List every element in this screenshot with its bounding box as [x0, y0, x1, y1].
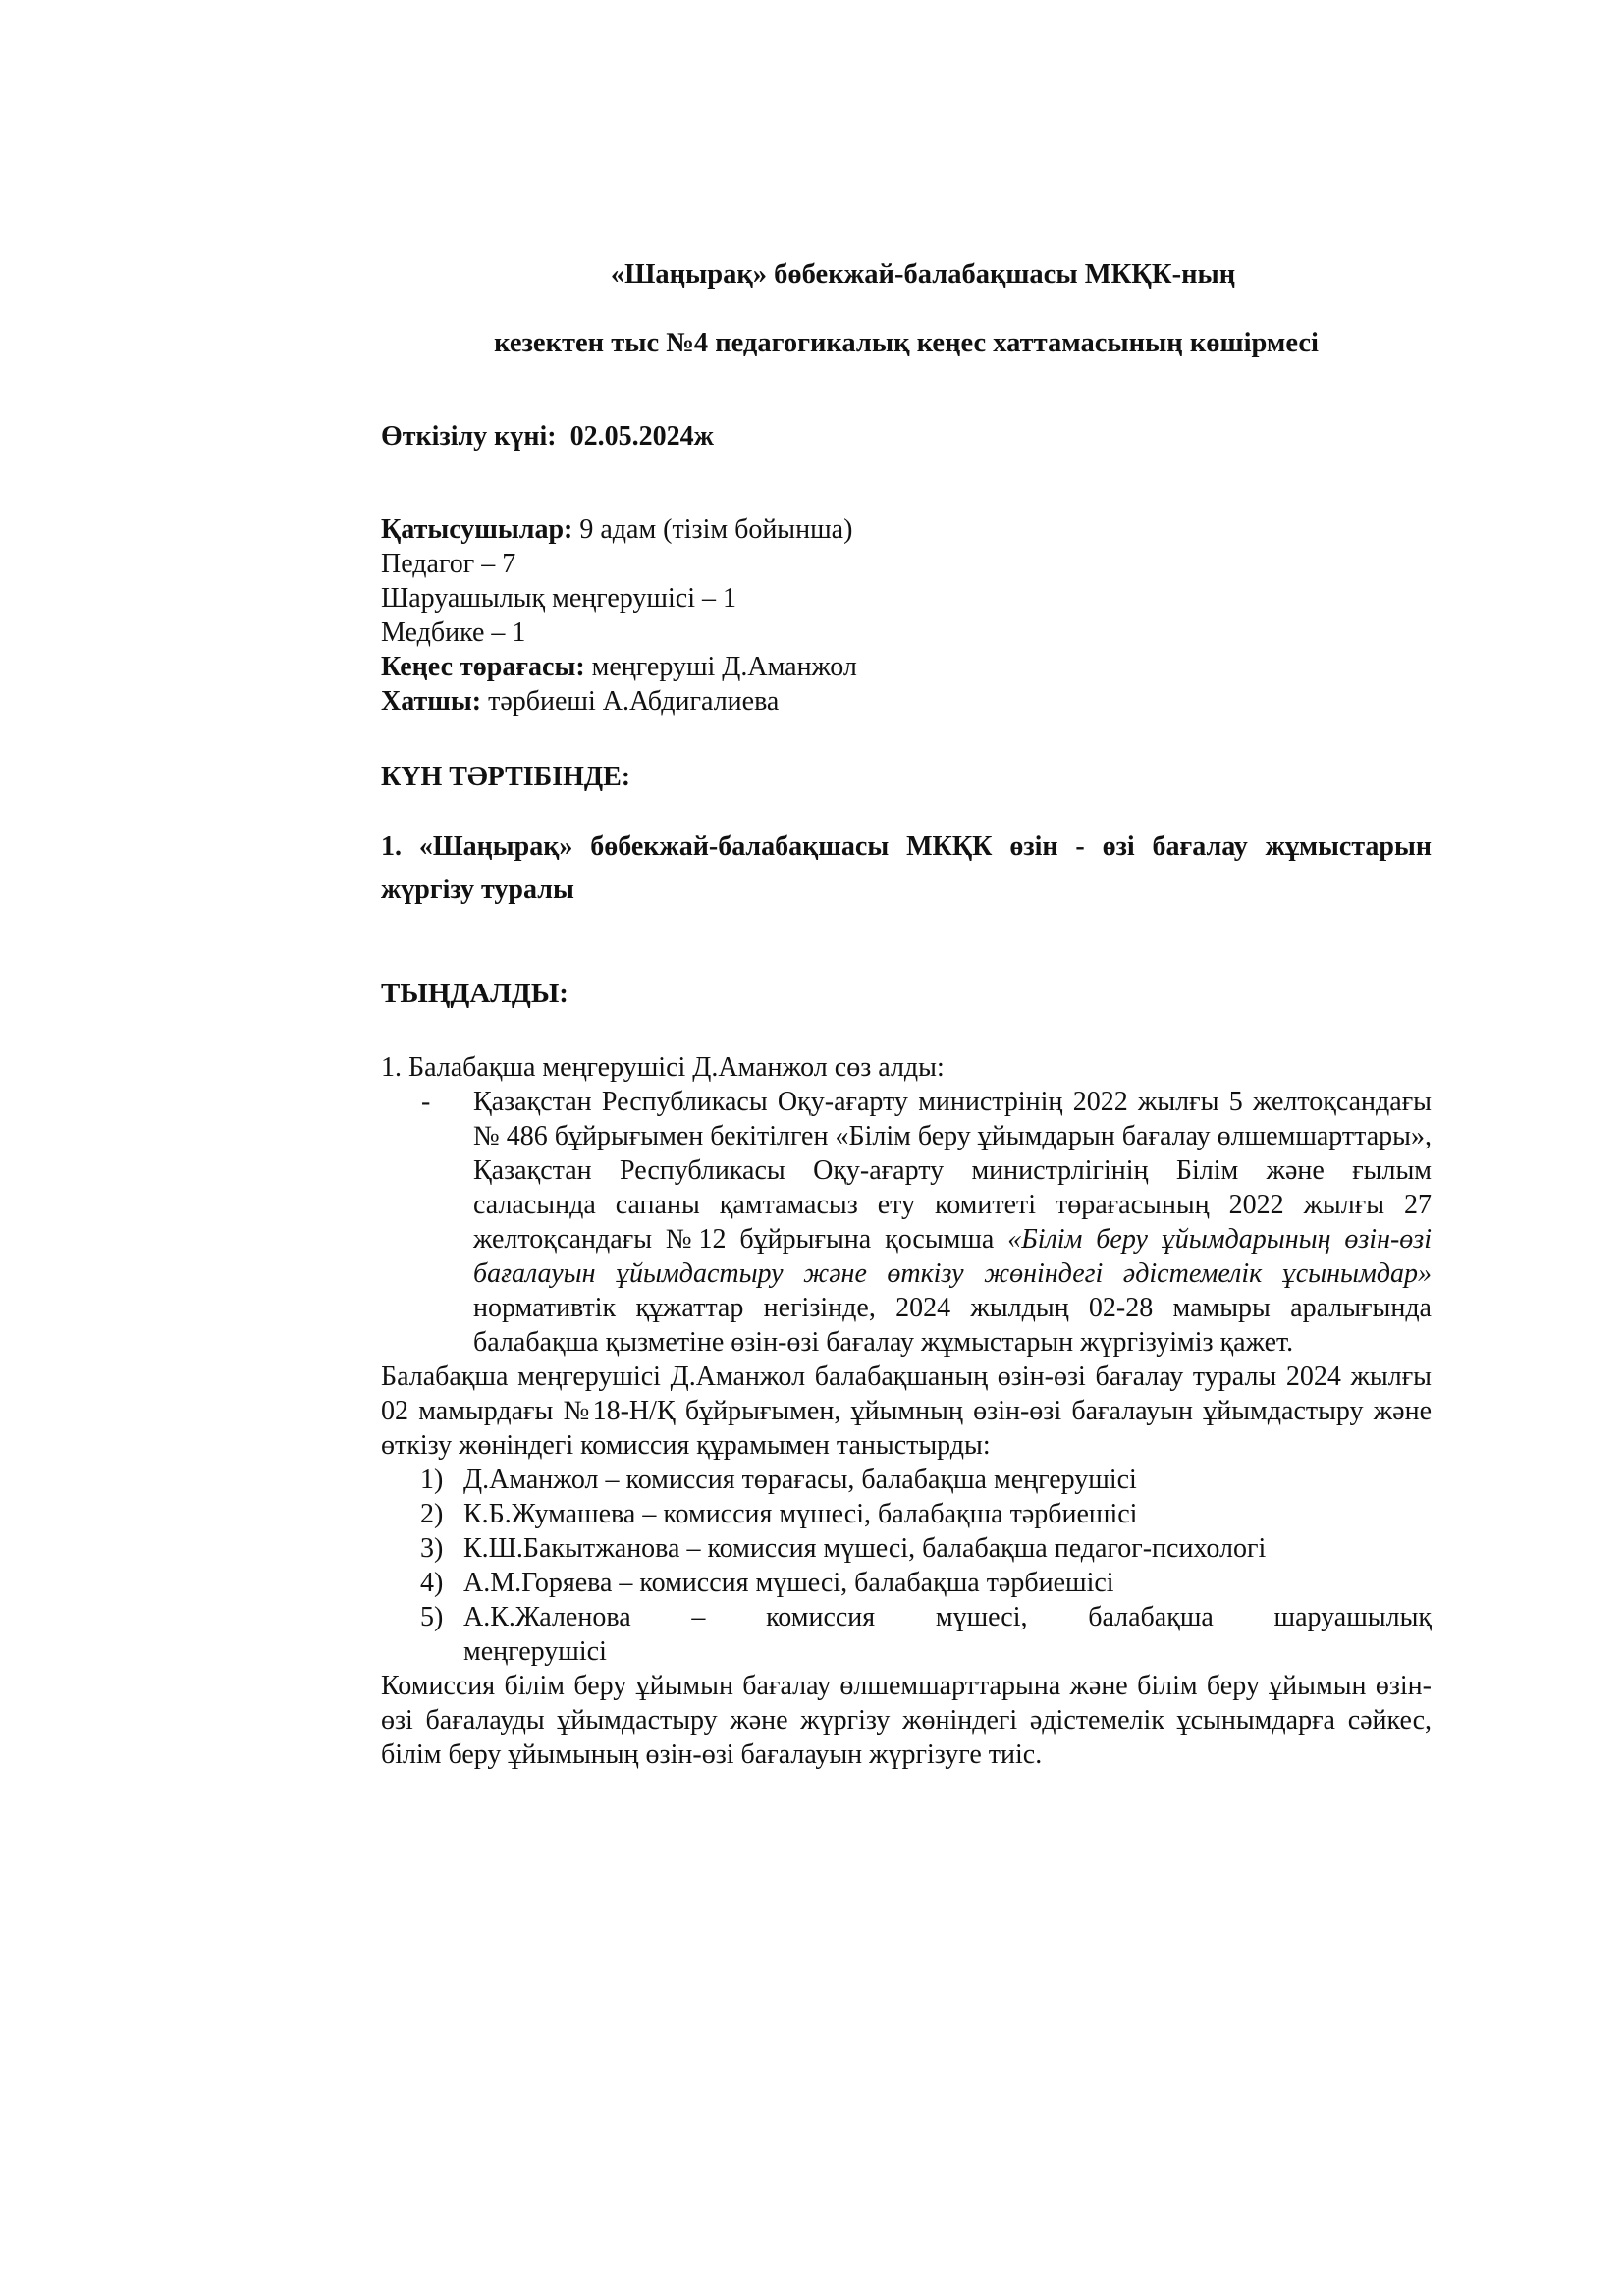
list-item-text: Д.Аманжол – комиссия төрағасы, балабақша меңгерушісі: [463, 1465, 1137, 1495]
list-item-continuation: меңгерушісі: [463, 1636, 607, 1667]
document-title-line1: «Шаңырақ» бөбекжай-балабақшасы МКҚК-ның: [610, 259, 1236, 290]
list-item-number: 4): [420, 1568, 444, 1598]
list-item: [381, 1463, 1432, 1497]
participants-teachers: Педагог – 7: [381, 549, 516, 579]
meeting-date-value: 02.05.2024ж: [569, 421, 714, 452]
list-item-number: 2): [420, 1499, 444, 1529]
speech-bullet-text: [473, 1085, 1432, 1360]
council-secretary-value: тәрбиеші А.Абдигалиева: [488, 686, 780, 717]
list-item-text: А.М.Горяева – комиссия мүшесі, балабақша тәрбиешісі: [463, 1568, 1114, 1598]
speech-text-part-b: нормативтік құжаттар негізінде, 2024 жылдың 02-28 мамыры аралығында балабақша қызметіне өзін-өзі бағалау жұмыстарын жүргізуіміз қажет.: [473, 1293, 1432, 1358]
council-chair-value: меңгеруші Д.Аманжол: [591, 652, 857, 682]
list-item: [381, 1566, 1432, 1600]
list-item-text: К.Ш.Бакытжанова – комиссия мүшесі, балабақша педагог-психологі: [463, 1533, 1267, 1564]
list-item: [381, 1497, 1432, 1531]
list-item: [381, 1600, 1432, 1634]
meeting-date-label: Өткізілу күні:: [381, 421, 557, 452]
speech-bullet: [381, 1085, 1432, 1360]
council-secretary-label: Хатшы:: [381, 686, 482, 717]
agenda-item-1: 1. «Шаңырақ» бөбекжай-балабақшасы МКҚК өзін - өзі бағалау жұмыстарын жүргізу туралы: [381, 831, 1432, 905]
speaker-line: 1. Балабақша меңгерушісі Д.Аманжол сөз алды:: [381, 1052, 945, 1083]
list-item-number: 1): [420, 1465, 444, 1495]
list-item-number: 3): [420, 1533, 444, 1564]
council-secretary: [381, 684, 1432, 719]
council-chair-label: Кеңес төрағасы:: [381, 652, 585, 682]
participants-label: Қатысушылар:: [381, 514, 573, 545]
list-item-text: К.Б.Жумашева – комиссия мүшесі, балабақша тәрбиешісі: [463, 1499, 1138, 1529]
participants-nurse: Медбике – 1: [381, 617, 526, 648]
document-page: [381, 257, 1432, 1772]
commission-intro-paragraph: Балабақша меңгерушісі Д.Аманжол балабақшаның өзін-өзі бағалау туралы 2024 жылғы 02 мамырдағы №18-Н/Қ бұйрығымен, ұйымның өзін-өзі бағалауын ұйымдастыру және өткізу жөніндегі комиссия құрамымен таныстырды:: [381, 1362, 1432, 1461]
bullet-dash: -: [421, 1087, 431, 1117]
participants-household-manager: Шаруашылық меңгерушісі – 1: [381, 583, 736, 614]
speech-text-italic: «Білім беру ұйымдарының өзін-өзі бағалауын ұйымдастыру және өткізу жөніндегі әдістемелік ұсынымдар»: [473, 1224, 1433, 1289]
speech-text-part-a: Қазақстан Республикасы Оқу-ағарту министрінің 2022 жылғы 5 желтоқсандағы № 486 бұйрығымен бекітілген «Білім беру ұйымдарын бағалау өлшемшарттары», Қазақстан Республикасы Оқу-ағарту министрлігінің Білім және ғылым саласында сапаны қамтамасыз ету комитеті төрағасының 2022 жылғы 27 желтоқсандағы №12 бұйрығына қосымша: [473, 1087, 1432, 1255]
list-item-text: А.К.Жаленова – комиссия мүшесі, балабақша шаруашылық: [463, 1602, 1432, 1632]
participants-block: [381, 512, 1432, 719]
document-title-line2: кезектен тыс №4 педагогикалық кеңес хаттамасының көшірмесі: [494, 328, 1319, 358]
commission-members-list: [381, 1463, 1432, 1634]
list-item-number: 5): [420, 1602, 444, 1632]
meeting-date: [381, 419, 1432, 454]
agenda-heading: КҮН ТӘРТІБІНДЕ:: [381, 762, 631, 792]
council-chair: [381, 650, 1432, 684]
list-item: [381, 1531, 1432, 1566]
commission-closing-paragraph: Комиссия білім беру ұйымын бағалау өлшемшарттарына және білім беру ұйымын өзін-өзі бағалауды ұйымдастыру және жүргізу жөніндегі әдістемелік ұсынымдарға сәйкес, білім беру ұйымының өзін-өзі бағалауын жүргізуге тиіс.: [381, 1671, 1432, 1770]
participants-count: [381, 512, 1432, 547]
participants-value: 9 адам (тізім бойынша): [579, 514, 853, 545]
heard-heading: ТЫҢДАЛДЫ:: [381, 978, 568, 1009]
